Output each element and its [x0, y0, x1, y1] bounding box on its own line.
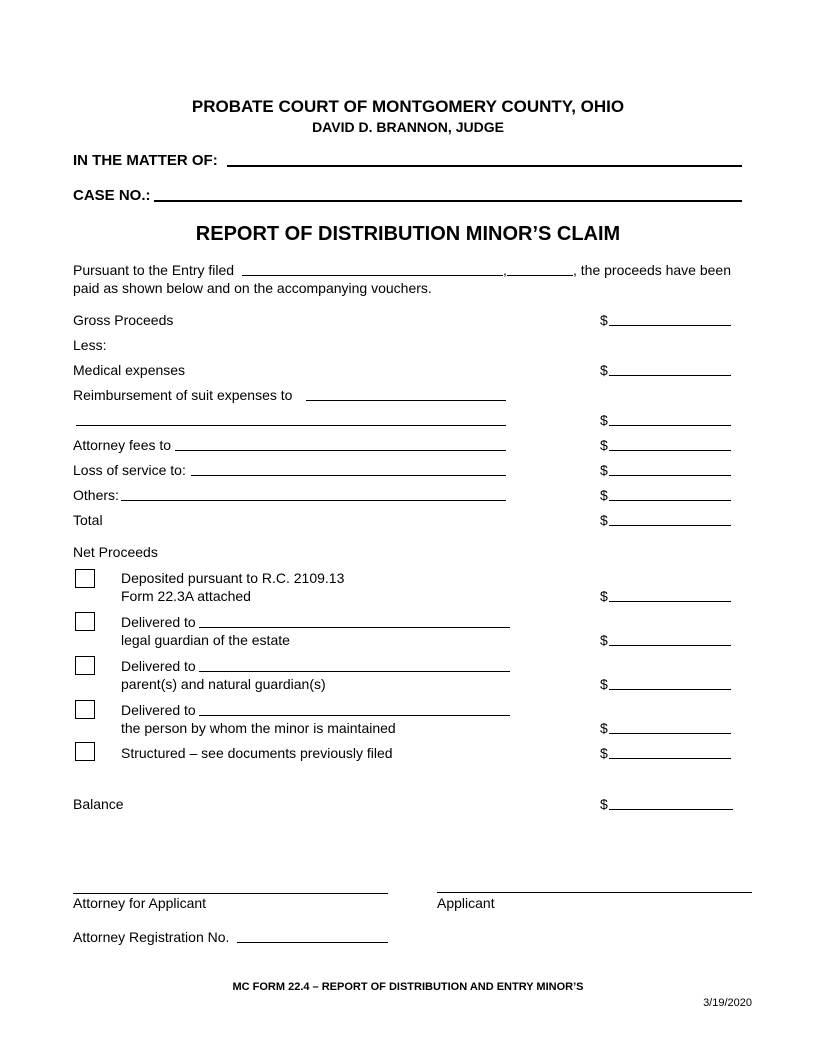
legal-guardian-amount[interactable]	[609, 645, 731, 646]
revision-date: 3/19/2020	[703, 997, 752, 1009]
attorney-fees-label: Attorney fees to	[73, 437, 172, 453]
currency-sign: $	[600, 412, 608, 428]
court-name: PROBATE COURT OF MONTGOMERY COUNTY, OHIO	[191, 97, 625, 116]
currency-sign: $	[600, 720, 608, 736]
form-title: REPORT OF DISTRIBUTION MINOR’S CLAIM	[195, 223, 621, 245]
balance-label: Balance	[73, 796, 124, 812]
registration-number-field[interactable]	[237, 942, 388, 943]
maintainer-amount[interactable]	[609, 733, 731, 734]
currency-sign: $	[600, 487, 608, 503]
option-line2: Form 22.3A attached	[121, 588, 251, 604]
reimbursement-payee-field[interactable]	[306, 400, 506, 401]
legal-guardian-checkbox[interactable]	[75, 612, 95, 631]
parent-guardian-amount[interactable]	[609, 689, 731, 690]
currency-sign: $	[600, 312, 608, 328]
case-number-field[interactable]	[154, 200, 742, 202]
currency-sign: $	[600, 437, 608, 453]
balance-amount[interactable]	[609, 809, 733, 810]
currency-sign: $	[600, 588, 608, 604]
entry-filed-field[interactable]	[242, 275, 503, 276]
deposited-checkbox[interactable]	[75, 569, 95, 588]
registration-label: Attorney Registration No.	[73, 929, 230, 945]
reimbursement-amount[interactable]	[609, 425, 731, 426]
option-line2: the person by whom the minor is maintained	[121, 720, 396, 736]
entry-year-field[interactable]	[507, 275, 573, 276]
attorney-fees-amount[interactable]	[609, 450, 731, 451]
option-line1: Delivered to	[121, 614, 196, 630]
case-number-label: CASE NO.:	[73, 187, 151, 204]
intro-text-line2: paid as shown below and on the accompanying vouchers.	[73, 280, 432, 296]
reimbursement-label: Reimbursement of suit expenses to	[73, 387, 293, 403]
attorney-signature-line[interactable]	[73, 893, 388, 894]
net-proceeds-label: Net Proceeds	[73, 544, 158, 560]
option-line1: Delivered to	[121, 702, 196, 718]
currency-sign: $	[600, 362, 608, 378]
gross-proceeds-label: Gross Proceeds	[73, 312, 174, 328]
total-label: Total	[73, 512, 103, 528]
matter-label: IN THE MATTER OF:	[73, 152, 218, 169]
currency-sign: $	[600, 745, 608, 761]
judge-name: DAVID D. BRANNON, JUDGE	[312, 119, 504, 135]
currency-sign: $	[600, 462, 608, 478]
option-line1: Deposited pursuant to R.C. 2109.13	[121, 570, 345, 586]
others-payee-field[interactable]	[121, 500, 506, 501]
total-amount[interactable]	[609, 525, 731, 526]
reimbursement-payee-field-line2[interactable]	[76, 425, 506, 426]
attorney-signature-label: Attorney for Applicant	[73, 895, 207, 911]
currency-sign: $	[600, 512, 608, 528]
intro-text-end: , the proceeds have been	[573, 262, 732, 278]
structured-amount[interactable]	[609, 758, 731, 759]
structured-checkbox[interactable]	[75, 742, 95, 761]
applicant-signature-label: Applicant	[437, 895, 495, 911]
currency-sign: $	[600, 632, 608, 648]
currency-sign: $	[600, 676, 608, 692]
option-line2: legal guardian of the estate	[121, 632, 290, 648]
loss-of-service-amount[interactable]	[609, 475, 731, 476]
deposited-amount[interactable]	[609, 601, 731, 602]
attorney-fees-payee-field[interactable]	[175, 450, 506, 451]
matter-field[interactable]	[227, 165, 742, 167]
option-line1: Delivered to	[121, 658, 196, 674]
medical-expenses-amount[interactable]	[609, 375, 731, 376]
medical-expenses-label: Medical expenses	[73, 362, 186, 378]
less-label: Less:	[73, 337, 107, 353]
maintainer-checkbox[interactable]	[75, 700, 95, 719]
currency-sign: $	[600, 796, 608, 812]
gross-proceeds-amount[interactable]	[609, 325, 731, 326]
legal-guardian-name-field[interactable]	[199, 627, 510, 628]
parent-guardian-name-field[interactable]	[199, 671, 510, 672]
maintainer-name-field[interactable]	[199, 715, 510, 716]
applicant-signature-line[interactable]	[437, 892, 752, 893]
option-line2: parent(s) and natural guardian(s)	[121, 676, 326, 692]
others-amount[interactable]	[609, 500, 731, 501]
loss-of-service-payee-field[interactable]	[191, 475, 506, 476]
intro-comma: ,	[503, 262, 507, 278]
others-label: Others:	[73, 487, 119, 503]
intro-text-start: Pursuant to the Entry filed	[73, 262, 235, 278]
form-footer: MC FORM 22.4 – REPORT OF DISTRIBUTION AND ENTRY MINOR’S	[232, 981, 584, 993]
parent-guardian-checkbox[interactable]	[75, 656, 95, 675]
option-line1: Structured – see documents previously filed	[121, 745, 393, 761]
loss-of-service-label: Loss of service to:	[73, 462, 186, 478]
